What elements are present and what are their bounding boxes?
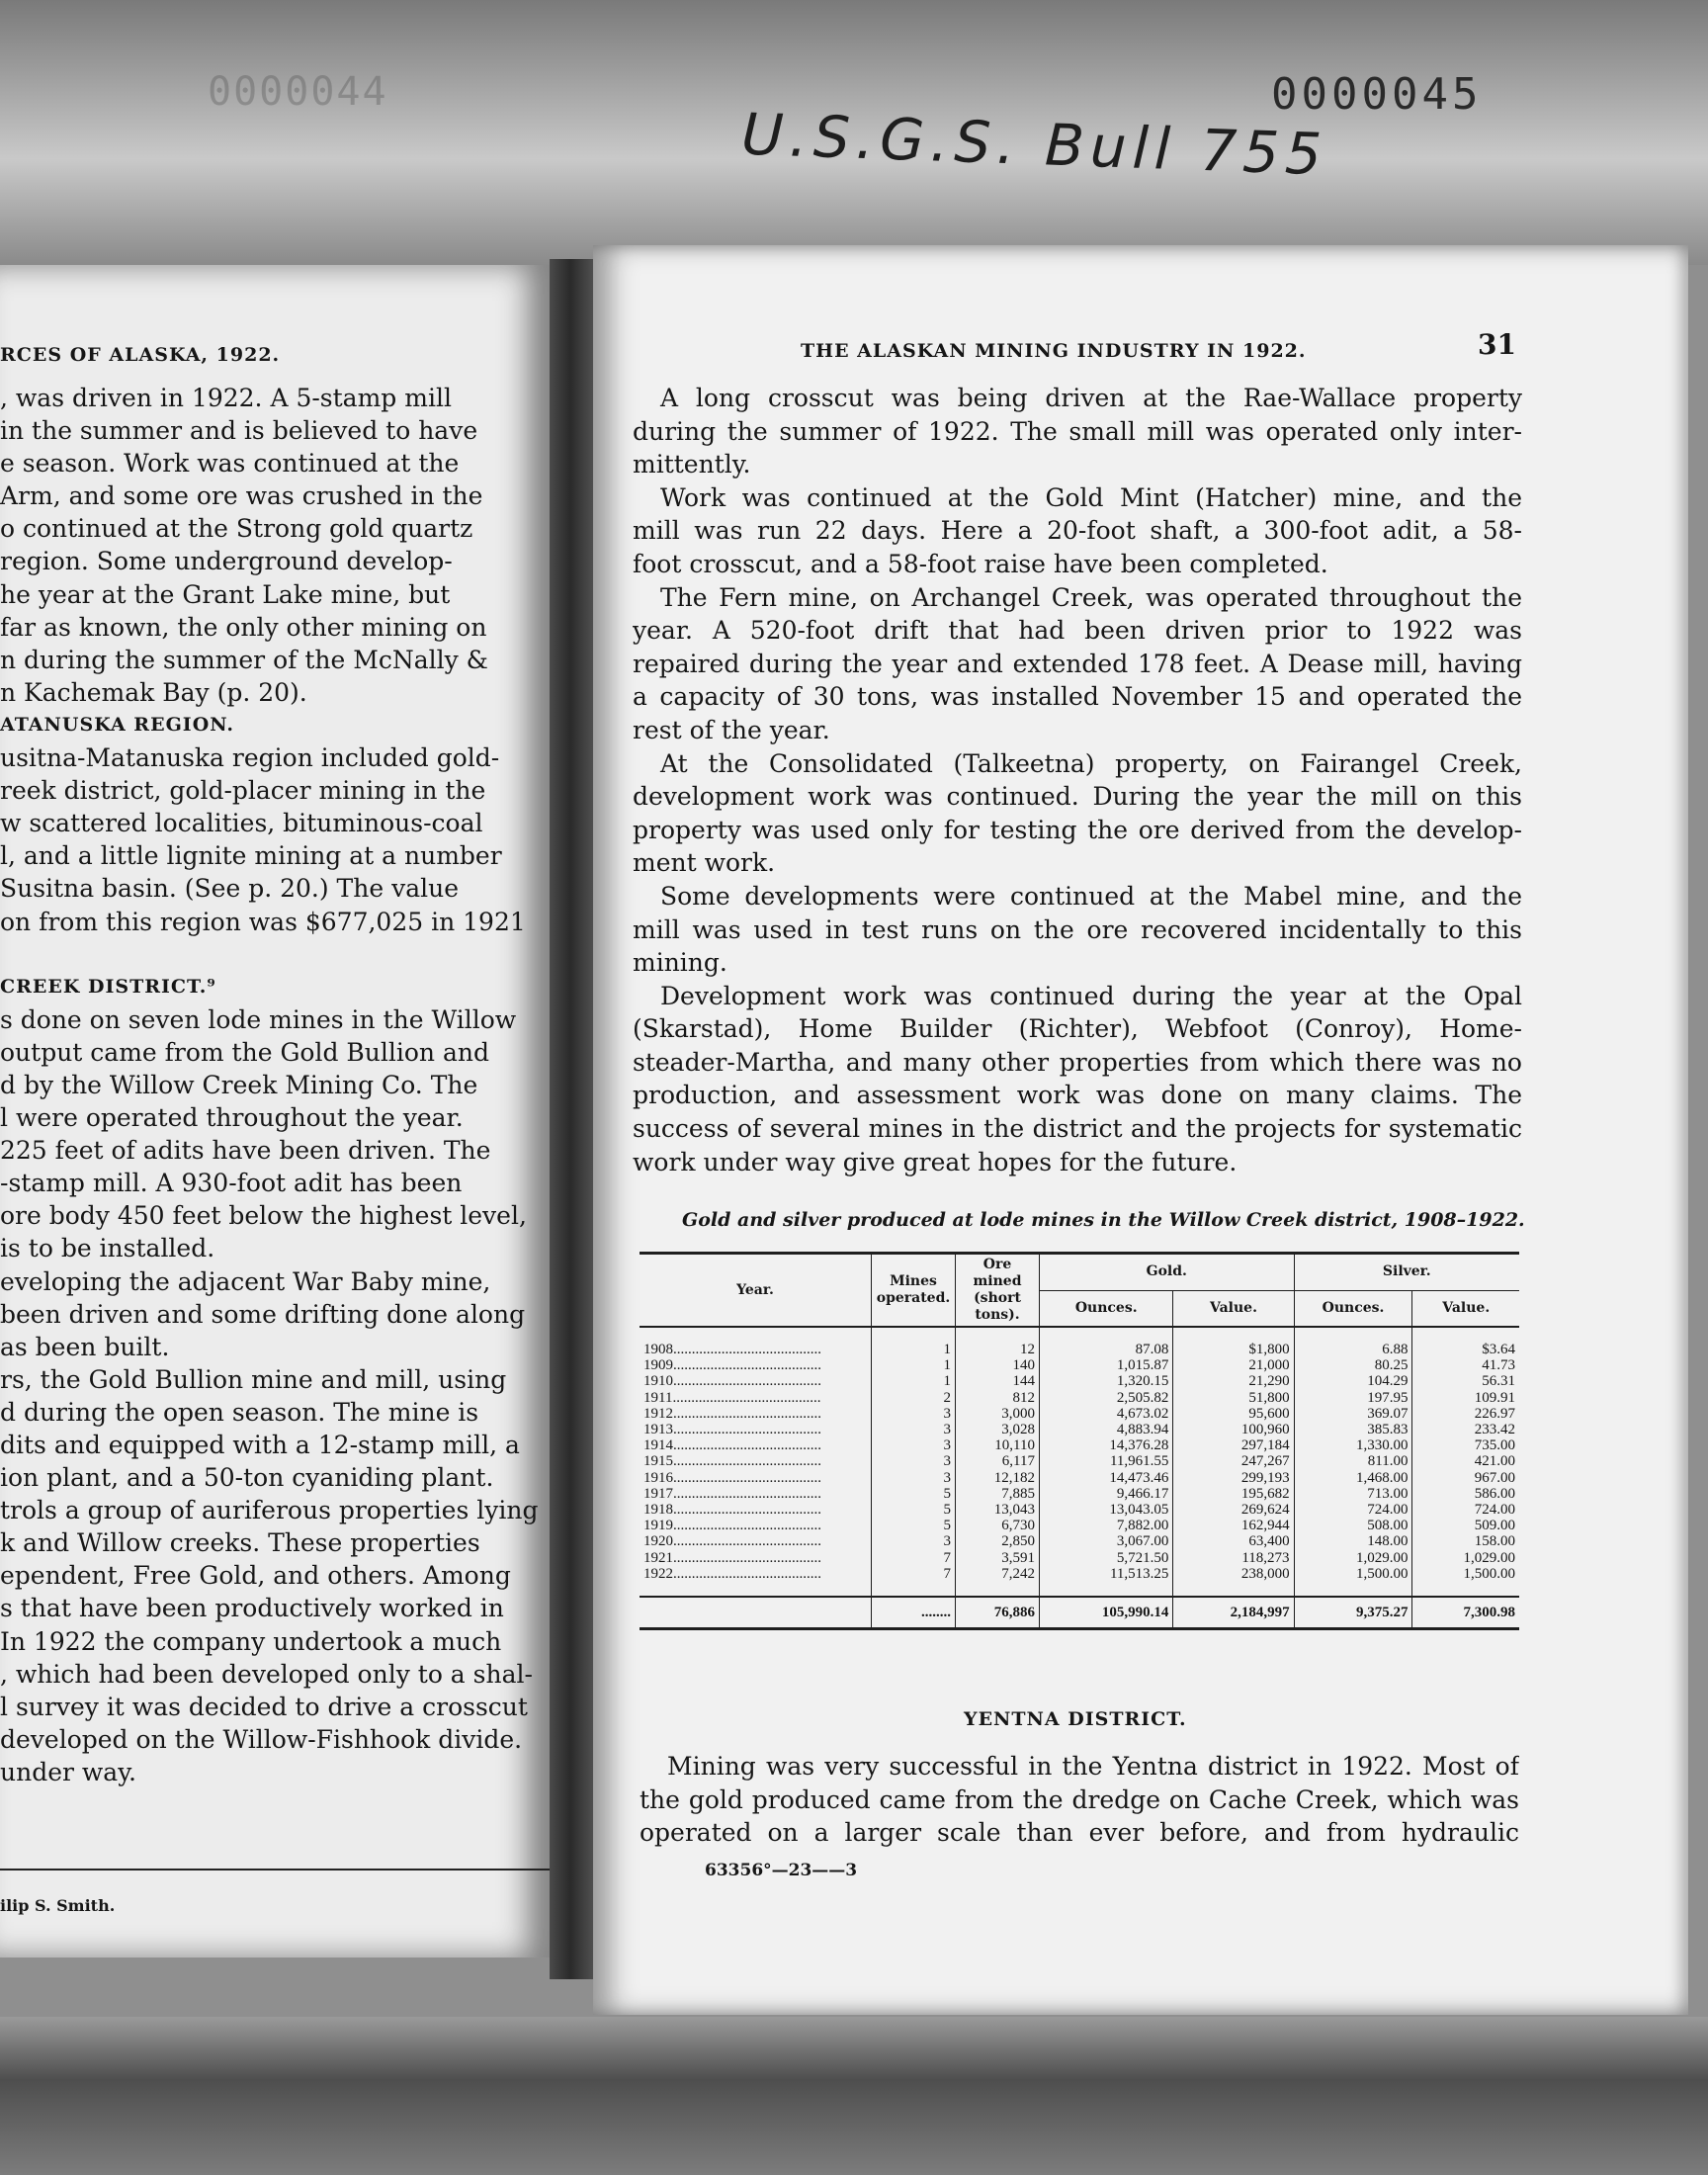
- section-heading: ATANUSKA REGION.: [0, 713, 235, 736]
- cell-gold-val: 95,600: [1173, 1406, 1294, 1422]
- year-label: 1922: [643, 1565, 673, 1582]
- table-row: [640, 1357, 1519, 1373]
- cell-silver-val: 586.00: [1474, 1485, 1515, 1502]
- cell-mines: 3: [872, 1406, 956, 1422]
- cell-ore: 6,730: [956, 1518, 1040, 1533]
- text-line: work under way give great hopes for the future.: [633, 1147, 1238, 1176]
- cell-silver-val: 1,500.00: [1463, 1565, 1515, 1582]
- year-label: 1911: [643, 1389, 673, 1406]
- text-line: Development work was continued during the year at the Opal: [660, 981, 1522, 1010]
- cell-year: 1912........................................: [640, 1406, 872, 1422]
- cell-year: 1922........................................: [640, 1566, 872, 1582]
- text-line: on from this region was $677,025 in 1921: [0, 907, 526, 936]
- text-line: w scattered localities, bituminous-coal: [0, 809, 483, 838]
- cell-year: 1919........................................: [640, 1518, 872, 1533]
- cell-mines: 7: [872, 1566, 956, 1582]
- text-line: mining.: [633, 948, 727, 978]
- text-line: e season. Work was continued at the: [0, 449, 460, 478]
- cell-gold-oz: 87.08: [1040, 1342, 1173, 1357]
- printer-code: 63356°—23——3: [705, 1861, 858, 1880]
- cell-gold-oz: 1,015.87: [1040, 1357, 1173, 1373]
- text-line: dits and equipped with a 12-stamp mill, a: [0, 1431, 520, 1459]
- left-page: [0, 265, 550, 1958]
- table-row: [640, 1518, 1519, 1533]
- cell-year: 1911........................................: [640, 1390, 872, 1406]
- section-heading: CREEK DISTRICT.⁹: [0, 975, 216, 998]
- text-line: eveloping the adjacent War Baby mine,: [0, 1266, 491, 1296]
- text-line: Arm, and some ore was crushed in the: [0, 481, 483, 511]
- col-silver-value: Value.: [1412, 1290, 1519, 1327]
- table-row: [640, 1406, 1519, 1422]
- cell-silver-oz: 724.00: [1294, 1502, 1412, 1518]
- year-label: 1919: [643, 1518, 673, 1534]
- cell-gold-oz: 13,043.05: [1040, 1502, 1173, 1518]
- text-line: under way.: [0, 1757, 136, 1786]
- text-line: steader-Martha, and many other properties from which there was no: [633, 1047, 1522, 1077]
- year-label: 1913: [643, 1422, 673, 1438]
- cell-silver-oz: 80.25: [1294, 1357, 1412, 1373]
- cell-silver-oz: 1,468.00: [1294, 1470, 1412, 1486]
- total-ore: 76,886: [956, 1597, 1040, 1629]
- text-line: mittently.: [633, 450, 751, 479]
- text-line: Mining was very successful in the Yentna district in 1922. Most of: [667, 1752, 1519, 1781]
- text-line: n during the summer of the McNally &: [0, 645, 488, 674]
- left-running-header: RCES OF ALASKA, 1922.: [0, 344, 281, 366]
- cell-silver-val: 509.00: [1474, 1518, 1515, 1534]
- cell-gold-val: 51,800: [1173, 1390, 1294, 1406]
- text-line: year. A 520-foot drift that had been driven prior to 1922 was: [633, 616, 1522, 646]
- cell-silver-val: 967.00: [1474, 1469, 1515, 1486]
- text-line: property was used only for testing the ore derived from the develop-: [633, 815, 1522, 844]
- text-line: production, and assessment work was done on many claims. The: [633, 1081, 1522, 1110]
- year-label: 1912: [643, 1405, 673, 1422]
- handwritten-note: U.S.G.S. Bull 755: [739, 100, 1329, 189]
- cell-silver-oz: 104.29: [1294, 1373, 1412, 1389]
- cell-silver-oz: 811.00: [1294, 1453, 1412, 1469]
- footnote-rule: [0, 1869, 550, 1870]
- cell-silver-oz: 1,500.00: [1294, 1566, 1412, 1582]
- table-row: [640, 1550, 1519, 1566]
- cell-silver-oz: 1,330.00: [1294, 1437, 1412, 1453]
- text-line: been driven and some drifting done along: [0, 1299, 526, 1329]
- cell-silver-oz: 197.95: [1294, 1390, 1412, 1406]
- cell-gold-oz: 9,466.17: [1040, 1486, 1173, 1502]
- cell-gold-oz: 7,882.00: [1040, 1518, 1173, 1533]
- cell-silver-val: 735.00: [1474, 1437, 1515, 1454]
- table-row: [640, 1437, 1519, 1453]
- cell-gold-val: 21,290: [1173, 1373, 1294, 1389]
- text-line: a capacity of 30 tons, was installed November 15 and operated the: [633, 682, 1522, 712]
- cell-silver-oz: 6.88: [1294, 1342, 1412, 1357]
- col-silver-ounces: Ounces.: [1294, 1290, 1412, 1327]
- year-label: 1909: [643, 1357, 673, 1374]
- cell-silver-oz: 1,029.00: [1294, 1550, 1412, 1566]
- cell-year: 1921........................................: [640, 1550, 872, 1566]
- text-line: Some developments were continued at the Mabel mine, and the: [660, 881, 1522, 911]
- cell-silver-oz: 508.00: [1294, 1518, 1412, 1533]
- cell-mines: 1: [872, 1357, 956, 1373]
- text-line: success of several mines in the district and the projects for systematic: [633, 1114, 1522, 1144]
- text-line: far as known, the only other mining on: [0, 612, 487, 642]
- year-label: 1908: [643, 1342, 673, 1357]
- cell-gold-val: 162,944: [1173, 1518, 1294, 1533]
- text-line: At the Consolidated (Talkeetna) property, on Fairangel Creek,: [660, 748, 1522, 778]
- year-label: 1910: [643, 1373, 673, 1390]
- text-line: The Fern mine, on Archangel Creek, was operated throughout the: [660, 582, 1522, 612]
- cell-gold-oz: 5,721.50: [1040, 1550, 1173, 1566]
- cell-gold-oz: 1,320.15: [1040, 1373, 1173, 1389]
- text-line: Susitna basin. (See p. 20.) The value: [0, 874, 459, 904]
- cell-gold-val: 118,273: [1173, 1550, 1294, 1566]
- cell-silver-oz: 385.83: [1294, 1422, 1412, 1437]
- text-line: rest of the year.: [633, 715, 830, 744]
- year-label: 1921: [643, 1549, 673, 1566]
- cell-gold-oz: 11,513.25: [1040, 1566, 1173, 1582]
- text-line: trols a group of auriferous properties lying: [0, 1496, 539, 1525]
- text-line: reek district, gold-placer mining in the: [0, 776, 486, 806]
- cell-ore: 12: [956, 1342, 1040, 1357]
- right-page-text-continued: [640, 1750, 1519, 1850]
- text-line: , was driven in 1922. A 5-stamp mill: [0, 384, 452, 412]
- cell-ore: 144: [956, 1373, 1040, 1389]
- cell-mines: 3: [872, 1422, 956, 1437]
- cell-gold-val: 195,682: [1173, 1486, 1294, 1502]
- text-line: ependent, Free Gold, and others. Among: [0, 1561, 511, 1591]
- col-gold-group: Gold.: [1040, 1254, 1295, 1291]
- text-line: o continued at the Strong gold quartz: [0, 514, 473, 544]
- cell-year: 1918........................................: [640, 1502, 872, 1518]
- stamp-number: 0000045: [1271, 69, 1483, 120]
- cell-ore: 3,028: [956, 1422, 1040, 1437]
- cell-gold-oz: 11,961.55: [1040, 1453, 1173, 1469]
- text-line: as been built.: [0, 1332, 170, 1361]
- text-line: in the summer and is believed to have: [0, 416, 478, 446]
- text-line: l, and a little lignite mining at a number: [0, 841, 502, 871]
- right-page-text: [633, 382, 1522, 1178]
- cell-gold-val: 297,184: [1173, 1437, 1294, 1453]
- cell-year: 1909........................................: [640, 1357, 872, 1373]
- cell-silver-val: 724.00: [1474, 1502, 1515, 1519]
- text-line: region. Some underground develop-: [0, 547, 453, 576]
- cell-ore: 3,000: [956, 1406, 1040, 1422]
- text-line: ion plant, and a 50-ton cyaniding plant.: [0, 1463, 494, 1493]
- year-label: 1920: [643, 1533, 673, 1550]
- cell-mines: 1: [872, 1373, 956, 1389]
- table-row: [640, 1470, 1519, 1486]
- cell-gold-val: 269,624: [1173, 1502, 1294, 1518]
- cell-silver-oz: 148.00: [1294, 1533, 1412, 1549]
- text-line: repaired during the year and extended 178 feet. A Dease mill, having: [633, 649, 1522, 678]
- text-line: ment work.: [633, 848, 776, 878]
- text-line: In 1922 the company undertook a much: [0, 1626, 502, 1656]
- cell-gold-val: 100,960: [1173, 1422, 1294, 1437]
- table-title: Gold and silver produced at lode mines in the Willow Creek district, 1908–1922.: [682, 1209, 1525, 1231]
- cell-silver-val: 41.73: [1482, 1357, 1515, 1374]
- scan-bottom-margin: [0, 2017, 1708, 2175]
- text-line: A long crosscut was being driven at the Rae-Wallace property: [660, 384, 1522, 412]
- table-row: [640, 1453, 1519, 1469]
- text-line: n Kachemak Bay (p. 20).: [0, 677, 307, 707]
- total-mines: ........: [872, 1597, 956, 1629]
- cell-mines: 3: [872, 1470, 956, 1486]
- text-line: the gold produced came from the dredge on Cache Creek, which was: [640, 1784, 1519, 1814]
- cell-year: 1914........................................: [640, 1437, 872, 1453]
- cell-ore: 3,591: [956, 1550, 1040, 1566]
- text-line: [0, 938, 550, 971]
- year-label: 1917: [643, 1485, 673, 1502]
- text-line: l were operated throughout the year.: [0, 1103, 464, 1133]
- total-gold-oz: 105,990.14: [1040, 1597, 1173, 1629]
- table-row: [640, 1390, 1519, 1406]
- text-line: is to be installed.: [0, 1234, 215, 1263]
- cell-year: 1908........................................: [640, 1342, 872, 1357]
- cell-silver-val: 109.91: [1474, 1389, 1515, 1406]
- total-silver-val: 7,300.98: [1412, 1597, 1519, 1629]
- page-number: 31: [1478, 328, 1516, 361]
- cell-ore: 6,117: [956, 1453, 1040, 1469]
- table-row: [640, 1533, 1519, 1549]
- cell-ore: 12,182: [956, 1470, 1040, 1486]
- text-line: s done on seven lode mines in the Willow: [0, 1004, 517, 1034]
- cell-mines: 5: [872, 1502, 956, 1518]
- cell-mines: 3: [872, 1453, 956, 1469]
- text-line: ore body 450 feet below the highest level,: [0, 1201, 527, 1231]
- cell-year: 1910........................................: [640, 1373, 872, 1389]
- cell-silver-val: 421.00: [1474, 1453, 1515, 1470]
- production-table: [640, 1252, 1519, 1630]
- text-line: development work was continued. During the year the mill on this: [633, 782, 1522, 812]
- text-line: rs, the Gold Bullion mine and mill, using: [0, 1364, 507, 1394]
- cell-silver-val: 233.42: [1474, 1422, 1515, 1438]
- cell-mines: 3: [872, 1533, 956, 1549]
- cell-gold-oz: 2,505.82: [1040, 1390, 1173, 1406]
- text-line: mill was run 22 days. Here a 20-foot shaft, a 300-foot adit, a 58-: [633, 516, 1522, 546]
- text-line: operated on a larger scale than ever before, and from hydraulic: [640, 1818, 1519, 1848]
- table-row: [640, 1422, 1519, 1437]
- text-line: k and Willow creeks. These properties: [0, 1528, 480, 1558]
- cell-gold-oz: 14,473.46: [1040, 1470, 1173, 1486]
- cell-year: 1920........................................: [640, 1533, 872, 1549]
- text-line: d during the open season. The mine is: [0, 1397, 479, 1427]
- right-running-header: THE ALASKAN MINING INDUSTRY IN 1922.: [801, 340, 1307, 362]
- left-footnote: ilip S. Smith.: [0, 1896, 116, 1915]
- cell-gold-val: 21,000: [1173, 1357, 1294, 1373]
- year-label: 1916: [643, 1469, 673, 1486]
- cell-gold-val: $1,800: [1173, 1342, 1294, 1357]
- cell-year: 1913........................................: [640, 1422, 872, 1437]
- col-mines: Mines operated.: [872, 1254, 956, 1328]
- text-line: during the summer of 1922. The small mill was operated only inter-: [633, 416, 1522, 446]
- year-label: 1915: [643, 1453, 673, 1470]
- cell-ore: 10,110: [956, 1437, 1040, 1453]
- cell-mines: 3: [872, 1437, 956, 1453]
- cell-mines: 1: [872, 1342, 956, 1357]
- right-page: [593, 245, 1688, 2015]
- cell-ore: 7,885: [956, 1486, 1040, 1502]
- cell-gold-oz: 3,067.00: [1040, 1533, 1173, 1549]
- cell-ore: 812: [956, 1390, 1040, 1406]
- cell-mines: 2: [872, 1390, 956, 1406]
- total-gold-val: 2,184,997: [1173, 1597, 1294, 1629]
- text-line: s that have been productively worked in: [0, 1594, 504, 1623]
- ghost-stamp-number: 0000044: [208, 69, 388, 115]
- col-silver-group: Silver.: [1294, 1254, 1519, 1291]
- text-line: output came from the Gold Bullion and: [0, 1037, 489, 1067]
- text-line: mill was used in test runs on the ore recovered incidentally to this: [633, 914, 1522, 944]
- cell-ore: 140: [956, 1357, 1040, 1373]
- year-label: 1914: [643, 1437, 673, 1454]
- table-row: [640, 1342, 1519, 1357]
- cell-year: 1916........................................: [640, 1470, 872, 1486]
- total-silver-oz: 9,375.27: [1294, 1597, 1412, 1629]
- cell-gold-val: 63,400: [1173, 1533, 1294, 1549]
- col-ore: Ore mined (short tons).: [956, 1254, 1040, 1328]
- text-line: -stamp mill. A 930-foot adit has been: [0, 1169, 463, 1198]
- col-gold-ounces: Ounces.: [1040, 1290, 1173, 1327]
- text-line: Work was continued at the Gold Mint (Hatcher) mine, and the: [660, 482, 1522, 512]
- text-line: , which had been developed only to a shal-: [0, 1659, 533, 1689]
- cell-silver-oz: 713.00: [1294, 1486, 1412, 1502]
- cell-silver-val: $3.64: [1482, 1342, 1515, 1357]
- cell-mines: 5: [872, 1486, 956, 1502]
- table-total-row: [640, 1597, 1519, 1629]
- cell-mines: 5: [872, 1518, 956, 1533]
- table-row: [640, 1373, 1519, 1389]
- cell-silver-val: 1,029.00: [1463, 1549, 1515, 1566]
- total-blank: [640, 1597, 872, 1629]
- cell-gold-val: 238,000: [1173, 1566, 1294, 1582]
- cell-year: 1915........................................: [640, 1453, 872, 1469]
- table-row: [640, 1566, 1519, 1582]
- cell-gold-oz: 4,673.02: [1040, 1406, 1173, 1422]
- text-line: l survey it was decided to drive a crosscut: [0, 1692, 528, 1721]
- text-line: d by the Willow Creek Mining Co. The: [0, 1070, 478, 1099]
- year-label: 1918: [643, 1502, 673, 1519]
- cell-gold-val: 247,267: [1173, 1453, 1294, 1469]
- text-line: usitna-Matanuska region included gold-: [0, 743, 500, 773]
- col-year: Year.: [640, 1254, 872, 1328]
- cell-silver-val: 56.31: [1482, 1373, 1515, 1390]
- cell-ore: 7,242: [956, 1566, 1040, 1582]
- cell-silver-val: 158.00: [1474, 1533, 1515, 1550]
- text-line: developed on the Willow-Fishhook divide.: [0, 1724, 523, 1754]
- table-row: [640, 1486, 1519, 1502]
- cell-silver-oz: 369.07: [1294, 1406, 1412, 1422]
- table-row: [640, 1502, 1519, 1518]
- cell-ore: 13,043: [956, 1502, 1040, 1518]
- col-gold-value: Value.: [1173, 1290, 1294, 1327]
- text-line: 225 feet of adits have been driven. The: [0, 1136, 491, 1166]
- left-page-text: [0, 382, 550, 1788]
- cell-gold-val: 299,193: [1173, 1470, 1294, 1486]
- text-line: foot crosscut, and a 58-foot raise have been completed.: [633, 549, 1328, 578]
- cell-gold-oz: 4,883.94: [1040, 1422, 1173, 1437]
- cell-year: 1917........................................: [640, 1486, 872, 1502]
- cell-silver-val: 226.97: [1474, 1405, 1515, 1422]
- section-heading: YENTNA DISTRICT.: [964, 1708, 1187, 1730]
- cell-ore: 2,850: [956, 1533, 1040, 1549]
- cell-gold-oz: 14,376.28: [1040, 1437, 1173, 1453]
- text-line: (Skarstad), Home Builder (Richter), Webfoot (Conroy), Home-: [633, 1014, 1522, 1044]
- text-line: he year at the Grant Lake mine, but: [0, 579, 451, 609]
- cell-mines: 7: [872, 1550, 956, 1566]
